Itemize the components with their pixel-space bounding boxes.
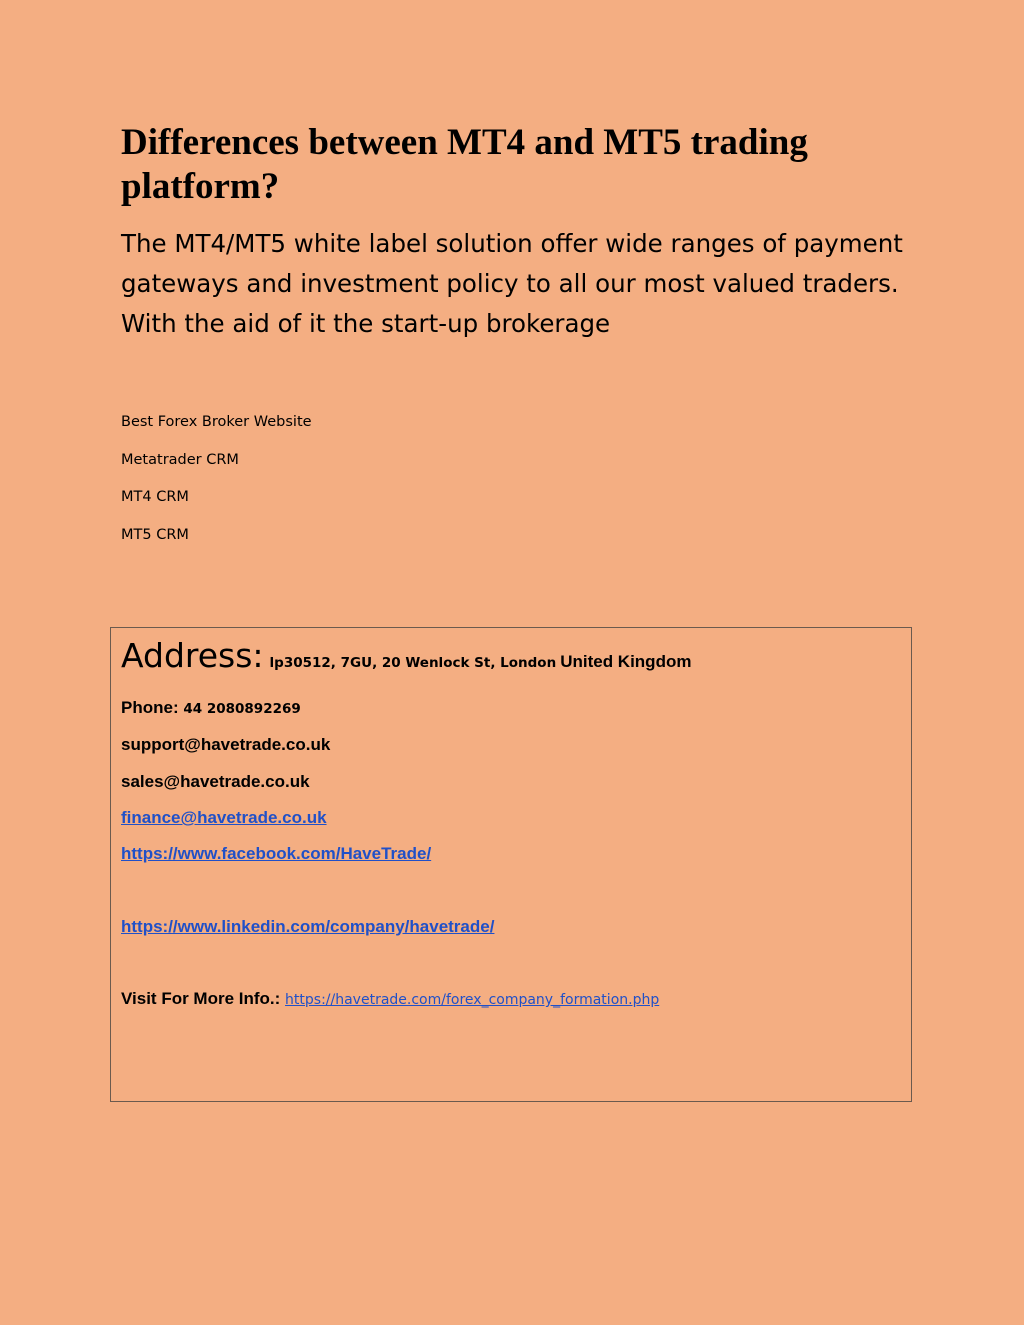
sales-email: sales@havetrade.co.uk	[121, 772, 310, 791]
address-label: Address:	[121, 636, 264, 675]
phone-label: Phone:	[121, 698, 179, 717]
address-country: United Kingdom	[560, 652, 692, 671]
visit-label: Visit For More Info.:	[121, 989, 281, 1008]
phone-number: 44 2080892269	[183, 701, 301, 717]
facebook-link[interactable]: https://www.facebook.com/HaveTrade/	[121, 844, 432, 863]
related-links-list	[121, 408, 312, 558]
visit-row	[121, 988, 659, 1011]
link-mt5-crm: MT5 CRM	[121, 526, 189, 543]
page-title: Differences between MT4 and MT5 trading platform?	[121, 122, 808, 207]
phone-row	[121, 697, 301, 720]
contact-box	[110, 627, 912, 1102]
link-mt4-crm: MT4 CRM	[121, 489, 189, 506]
finance-email-link[interactable]: finance@havetrade.co.uk	[121, 808, 327, 827]
intro-paragraph: The MT4/MT5 white label solution offer wide ranges of payment gateways and investment policy to all our most valued traders. With the aid of it the start-up brokerage	[121, 229, 903, 338]
address-value: lp30512, 7GU, 20 Wenlock St, London	[269, 655, 557, 671]
support-email: support@havetrade.co.uk	[121, 735, 331, 754]
link-best-forex-broker-website: Best Forex Broker Website	[121, 414, 312, 430]
visit-website-link[interactable]: https://havetrade.com/forex_company_formation.php	[285, 992, 660, 1008]
address-row	[121, 636, 691, 676]
link-metatrader-crm: Metatrader CRM	[121, 451, 239, 468]
linkedin-link[interactable]: https://www.linkedin.com/company/havetrade/	[121, 917, 495, 936]
